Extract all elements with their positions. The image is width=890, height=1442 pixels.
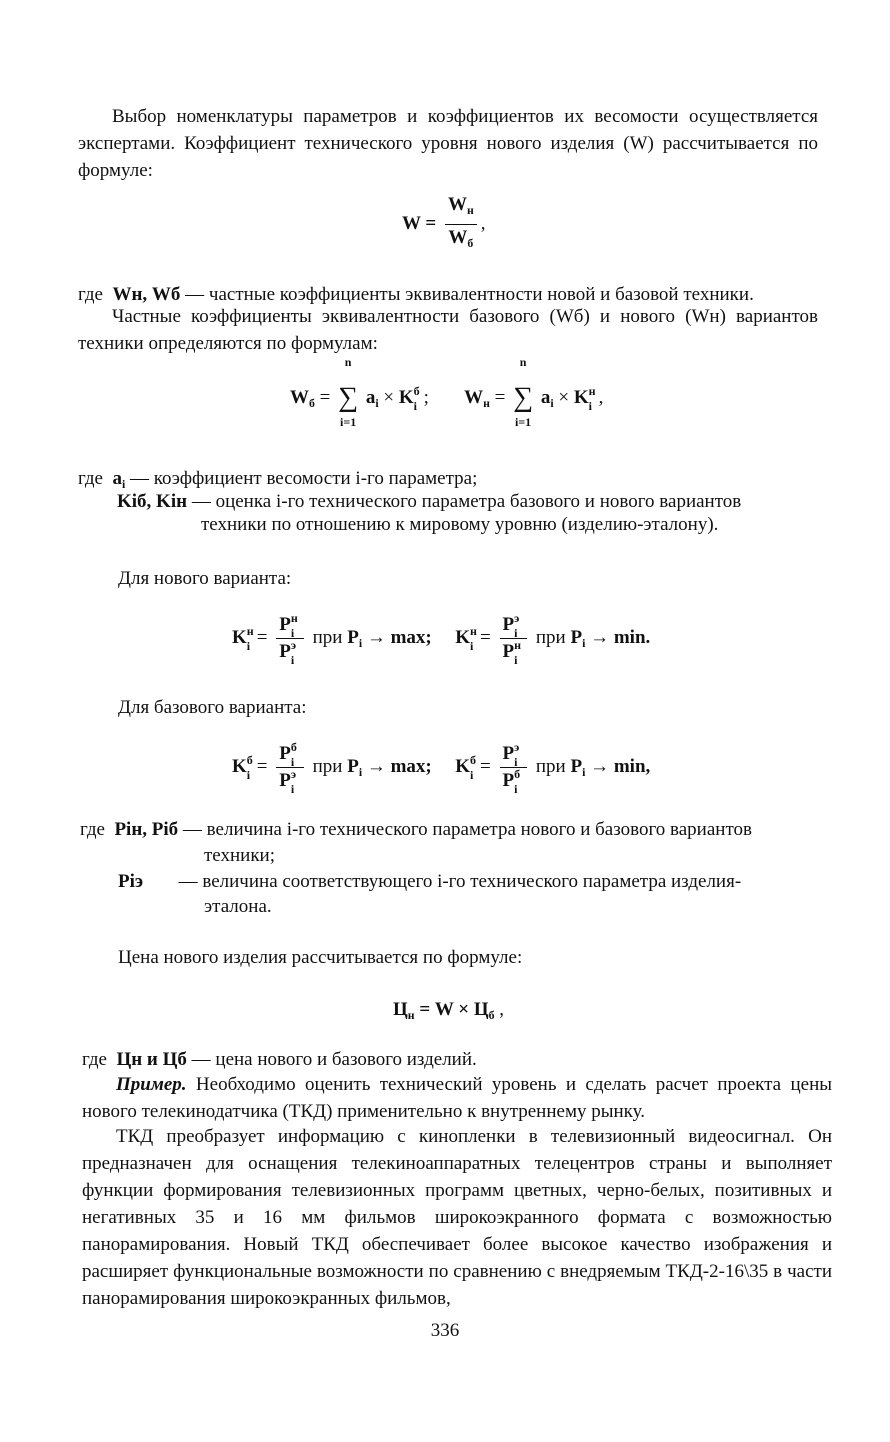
paragraph-intro: Выбор номенклатуры параметров и коэффициентов их весомости осуществляется экспертами. Коэффициент технического уровня нового изделия (W) рассчитывается по формуле: (78, 106, 818, 181)
where-clause-p-cont: техники; (204, 845, 275, 866)
formula-new-variant: K н i = P н i P э i при $P_i \to \max$; K н i = P э i P н i при $P_i \to \min$. (232, 610, 651, 667)
formula-base-sum: $W_б$ = n ∑ i=1 $a_i \times K$ б i ; (290, 355, 429, 429)
symbols-p: Piн, Piб (114, 819, 179, 840)
where-clause-k-cont: техники по отношению к мировому уровню (изделию-эталону). (201, 514, 719, 535)
where-clause-a: где $a_i$ — коэффициент весомости i-го параметра; (78, 468, 478, 492)
symbol-pe: Piэ (118, 871, 144, 892)
sum-icon: n ∑ i=1 (338, 355, 359, 429)
where-clause-price: где Цн и Цб — цена нового и базового изделий. (82, 1049, 477, 1070)
example-label: Пример. (116, 1074, 187, 1095)
paragraph-partial-coefficients: Частные коэффициенты эквивалентности базового (Wб) и нового (Wн) вариантов техники определяются по формулам: (78, 306, 818, 354)
where-clause-p: где Piн, Piб — величина i-го технического параметра нового и базового вариантов (80, 819, 752, 840)
where-clause-w: где Wн, Wб — частные коэффициенты эквивалентности новой и базовой техники. (78, 284, 754, 305)
formula-base-variant: K б i = P б i P э i при $P_i \to \max$; K б i = P э i P б i при $P_i \to \min$, (232, 739, 651, 796)
where-clause-pe-cont: эталона. (204, 896, 272, 917)
page-number: 336 (430, 1320, 460, 1341)
symbols-w: Wн, Wб (112, 284, 181, 305)
formula-weighted-sums (290, 355, 604, 429)
formula-technical-level: W = $\frac{W_н}{W_б}$ , (402, 192, 486, 257)
symbols-price: Цн и Цб (116, 1049, 187, 1070)
formula-lhs: W = (402, 212, 437, 234)
label-price: Цена нового изделия рассчитывается по формуле: (118, 947, 523, 968)
label-base-variant: Для базового варианта: (118, 697, 307, 718)
label-new-variant: Для нового варианта: (118, 568, 292, 589)
where-clause-pe: Piэ — величина соответствующего i-го технического параметра изделия- (118, 871, 742, 892)
where-clause-k: Kiб, Kiн — оценка i-го технического параметра базового и нового вариантов (117, 491, 742, 512)
symbols-k: Kiб, Kiн (117, 491, 188, 512)
sum-icon: n ∑ i=1 (513, 355, 534, 429)
paragraph-tkd: ТКД преобразует информацию с кинопленки в телевизионный видеосигнал. Он предназначен для оснащения телекиноаппаратных телецентров страны и выполняет функции формирования телевизионных программ цветных, черно-белых, позитивных и негативных 35 и 16 мм фильмов широкоэкранного формата с возможностью панорамирования. Новый ТКД обеспечивает более высокое качество изображения и расширяет функциональные возможности по сравнению с внедряемым ТКД-2-16\35 в части панорамирования широкоэкранных фильмов, (82, 1126, 832, 1309)
formula-new-sum: $W_н$ = n ∑ i=1 $a_i \times K$ н i , (464, 355, 604, 429)
formula-price: $Ц_н = W \times Ц_б$ , (393, 999, 505, 1023)
symbol-a: $a_i$ (112, 468, 126, 492)
paragraph-example: Пример. Необходимо оценить технический уровень и сделать расчет проекта цены нового телекинодатчика (ТКД) применительно к внутреннему рынку. (82, 1074, 833, 1122)
fraction: $\frac{W_н}{W_б}$ (445, 192, 477, 257)
